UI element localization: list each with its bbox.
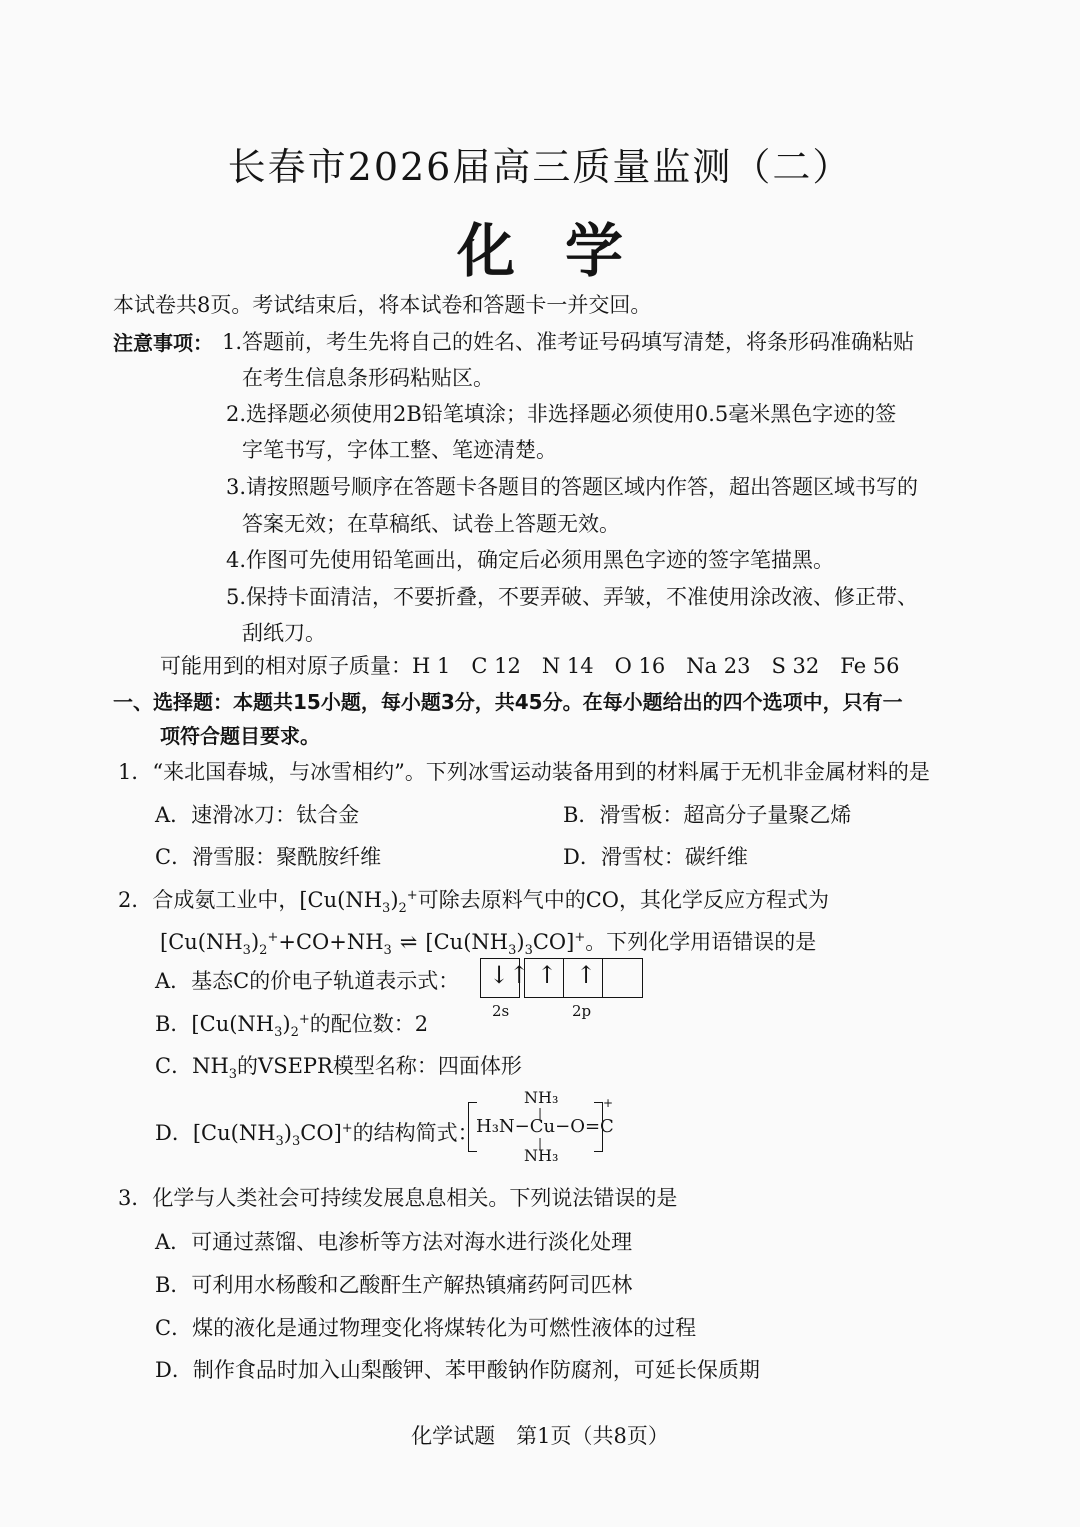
exam-title: 长春市2026届高三质量监测（二） <box>227 145 853 189</box>
orbital-2s-label: 2s <box>492 1002 510 1020</box>
q2-option-a: A．基态C的价电子轨道表示式： <box>155 969 460 993</box>
structure-charge: + <box>603 1096 614 1110</box>
atomic-masses: 可能用到的相对原子质量：H 1 C 12 N 14 O 16 Na 23 S 32 Fe 56 <box>160 654 900 678</box>
q2-option-d: D．$[Cu(NH_3)_3CO]^+$的结构简式： <box>155 1121 479 1150</box>
orbital-2p-box <box>524 958 643 998</box>
q2-option-c: C．$NH_3$的VSEPR模型名称：四面体形 <box>155 1054 522 1083</box>
equilibrium-arrow: ⇌ <box>399 930 418 954</box>
up-arrow-icon: ↑ <box>576 961 597 989</box>
notice-item-3b: 答案无效；在草稿纸、试卷上答题无效。 <box>242 512 620 536</box>
notice-item-5a: 5.保持卡面清洁，不要折叠，不要弄破、弄皱，不准使用涂改液、修正带、 <box>226 585 919 609</box>
notice-item-1a: 1.答题前，考生先将自己的姓名、准考证号码填写清楚，将条形码准确粘贴 <box>222 330 915 354</box>
section1-heading-cont: 项符合题目要求。 <box>160 724 320 748</box>
q2-equation: [$Cu(NH_3)_2^++CO+NH_3$ ⇌ $[Cu(NH_3)_3CO]^+$。下列化学用语错误的是 <box>160 930 817 959</box>
structure-top-ligand: NH₃ <box>524 1088 559 1107</box>
q2-option-b: B．[$Cu(NH_3)_2^+$的配位数：2 <box>155 1012 429 1041</box>
notice-item-4: 4.作图可先使用铅笔画出，确定后必须用黑色字迹的签字笔描黑。 <box>226 548 835 572</box>
notice-label: 注意事项： <box>113 331 213 355</box>
notice-item-2b: 字笔书写，字体工整、笔迹清楚。 <box>242 438 557 462</box>
orbital-2p-label: 2p <box>572 1002 592 1020</box>
q3-option-a: A．可通过蒸馏、电渗析等方法对海水进行淡化处理 <box>155 1230 633 1254</box>
notice-item-1b: 在考生信息条形码粘贴区。 <box>242 366 494 390</box>
q3-option-d: D．制作食品时加入山梨酸钾、苯甲酸钠作防腐剂，可延长保质期 <box>155 1358 760 1382</box>
structure-top-bond: | <box>538 1106 543 1120</box>
intro-text: 本试卷共8页。考试结束后，将本试卷和答题卡一并交回。 <box>113 293 652 317</box>
q1-stem: 1．“来北国春城，与冰雪相约”。下列冰雪运动装备用到的材料属于无机非金属材料的是 <box>118 760 930 784</box>
structure-bottom-bond: | <box>538 1136 543 1150</box>
q1-option-d: D．滑雪杖：碳纤维 <box>563 845 748 869</box>
orbital-2p-cell-3 <box>603 959 641 997</box>
paired-electrons-icon: ↓↑ <box>489 961 530 989</box>
q1-option-a: A．速滑冰刀：钛合金 <box>155 803 360 827</box>
q2-stem: 2．合成氨工业中，[$Cu(NH_3)_2^+$可除去原料气中的CO，其化学反应方程式为 <box>118 888 829 917</box>
section1-heading: 一、选择题：本题共15小题，每小题3分，共45分。在每小题给出的四个选项中，只有一 <box>113 690 903 714</box>
q1-option-c: C．滑雪服：聚酰胺纤维 <box>155 845 382 869</box>
up-arrow-icon: ↑ <box>537 961 558 989</box>
orbital-2p-cell-1 <box>525 959 564 997</box>
q1-option-b: B．滑雪板：超高分子量聚乙烯 <box>563 803 852 827</box>
structure-bottom-ligand: NH₃ <box>524 1146 559 1165</box>
page-footer: 化学试题 第1页（共8页） <box>411 1424 669 1448</box>
subject-title: 化学 <box>456 217 673 285</box>
structure-main-chain: H₃N−Cu−O=C <box>476 1116 614 1137</box>
orbital-2p-cell-2 <box>564 959 603 997</box>
q3-stem: 3．化学与人类社会可持续发展息息相关。下列说法错误的是 <box>118 1186 678 1210</box>
q3-option-b: B．可利用水杨酸和乙酸酐生产解热镇痛药阿司匹林 <box>155 1273 633 1297</box>
notice-item-2a: 2.选择题必须使用2B铅笔填涂；非选择题必须使用0.5毫米黑色字迹的签 <box>226 402 897 426</box>
q3-option-c: C．煤的液化是通过物理变化将煤转化为可燃性液体的过程 <box>155 1316 697 1340</box>
orbital-2s-box <box>480 958 530 998</box>
notice-item-3a: 3.请按照题号顺序在答题卡各题目的答题区域内作答，超出答题区域书写的 <box>226 475 919 499</box>
notice-item-5b: 刮纸刀。 <box>242 621 326 645</box>
